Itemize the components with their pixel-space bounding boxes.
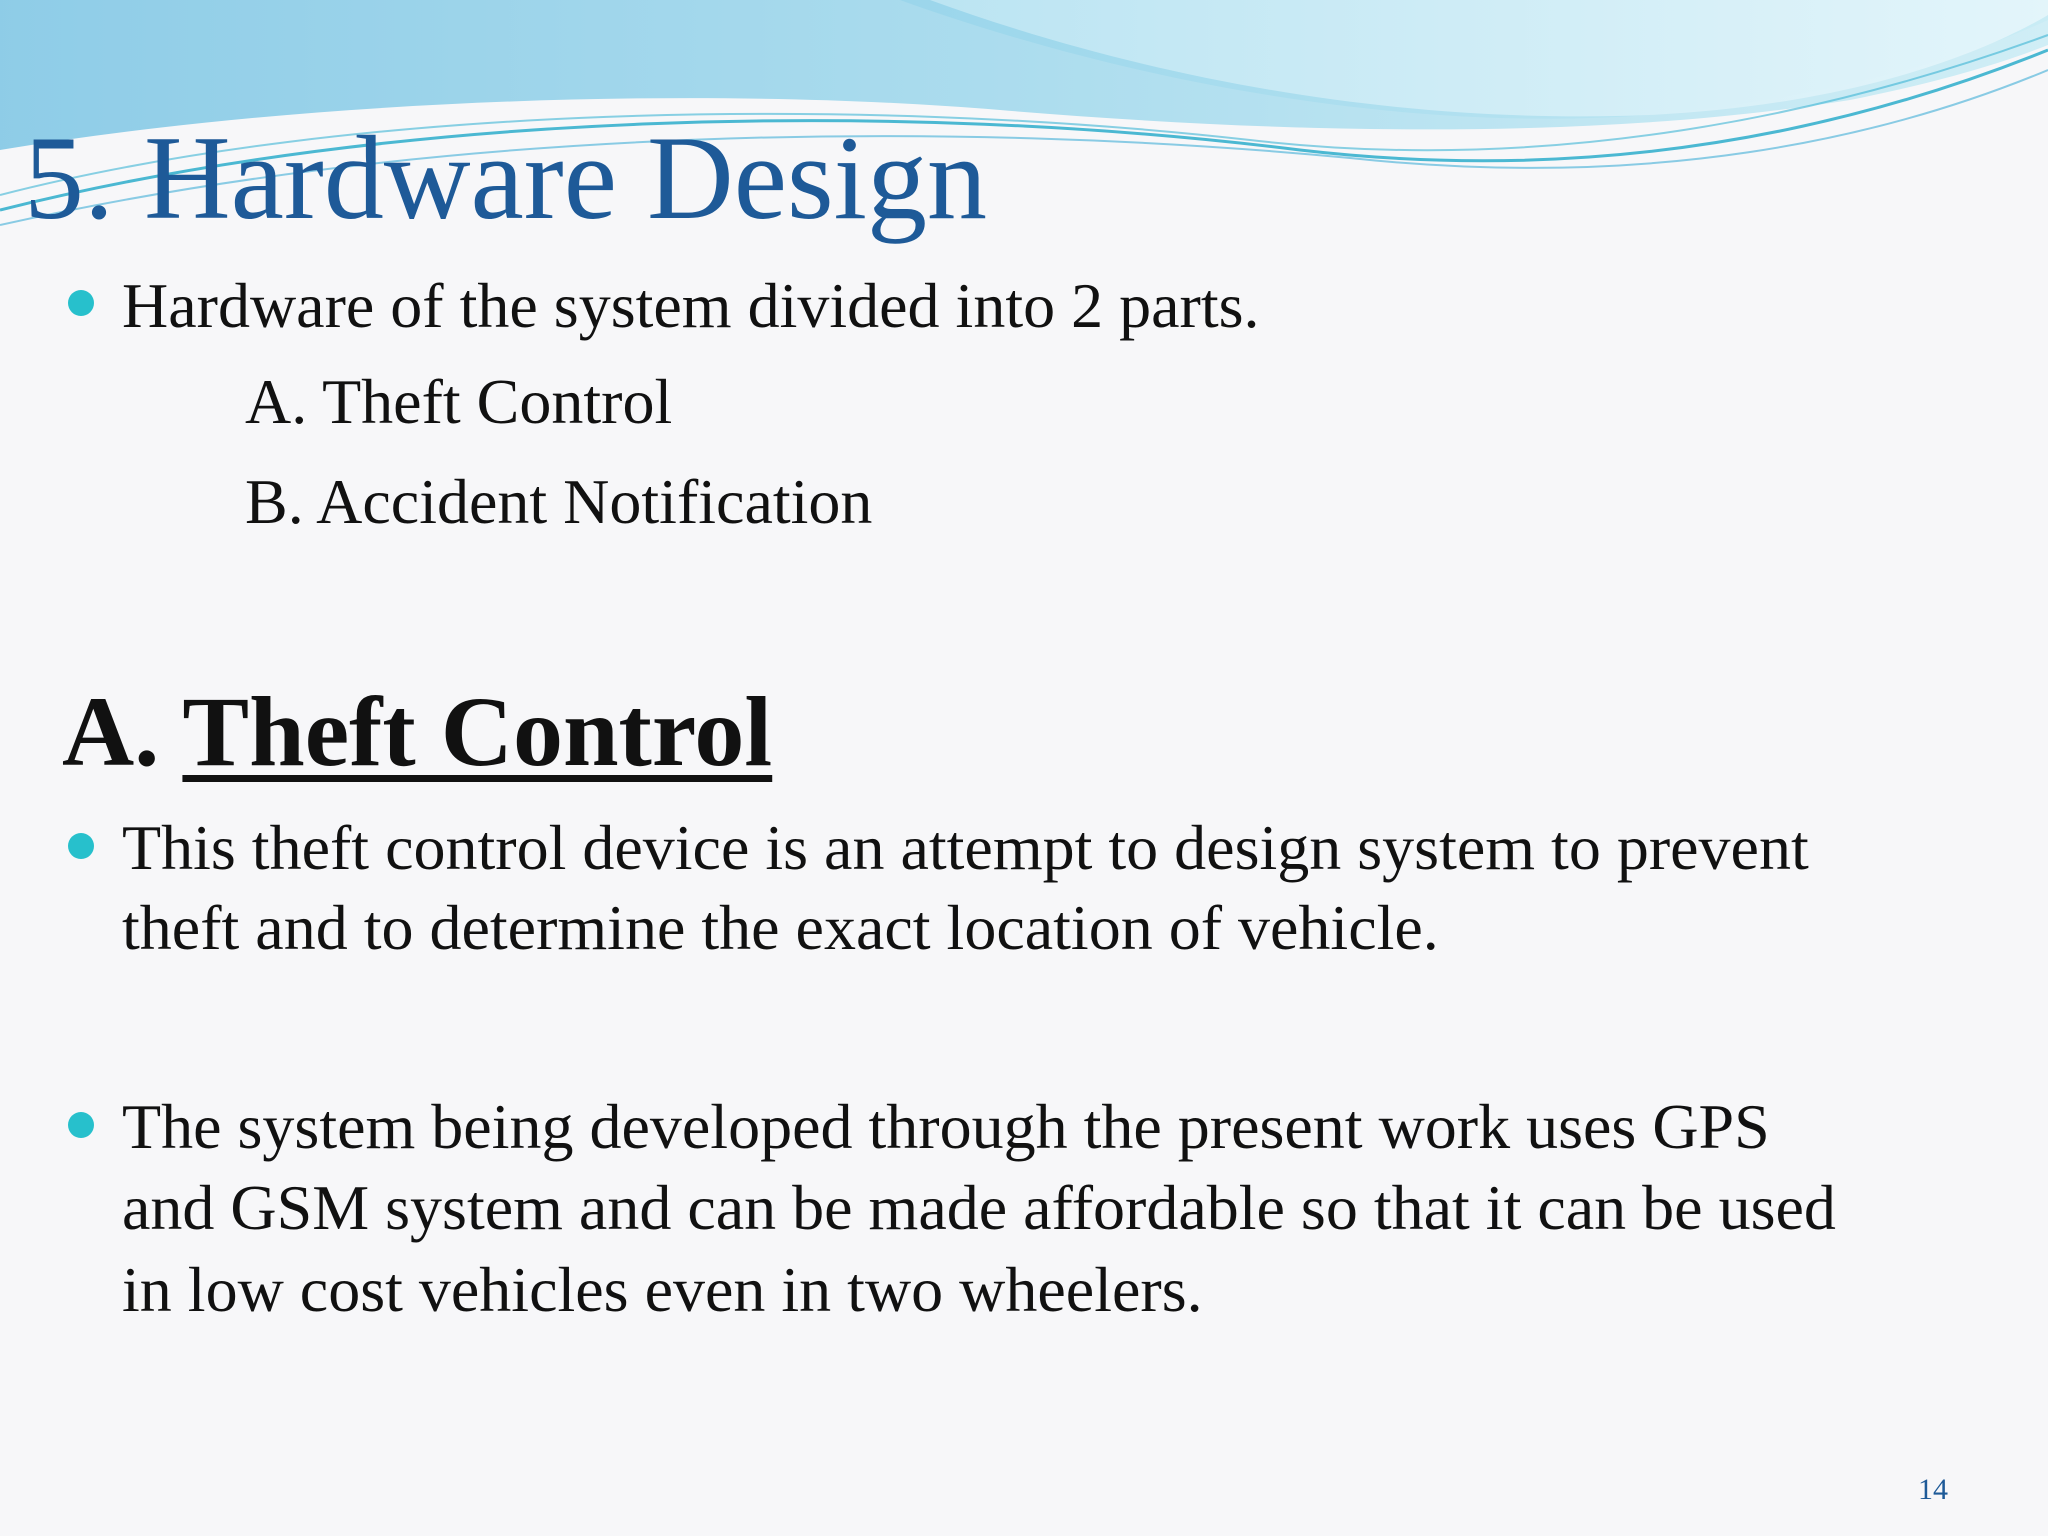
intro-bullet-text: Hardware of the system divided into 2 parts. bbox=[122, 270, 1260, 341]
page-number: 14 bbox=[1918, 1473, 1948, 1506]
section-heading bbox=[62, 672, 772, 792]
paragraph-line: in low cost vehicles even in two wheelers. bbox=[122, 1254, 1203, 1325]
slide-title: 5. Hardware Design bbox=[24, 111, 987, 244]
paragraph-line: theft and to determine the exact location of vehicle. bbox=[122, 892, 1439, 963]
bullet-dot bbox=[68, 1112, 94, 1138]
part-item: A. Theft Control bbox=[245, 366, 673, 437]
section-prefix: A. bbox=[62, 676, 183, 787]
section-heading-text: Theft Control bbox=[182, 676, 773, 787]
bullet-dot bbox=[68, 833, 94, 859]
part-item: B. Accident Notification bbox=[245, 466, 873, 537]
paragraph-line: The system being developed through the present work uses GPS bbox=[122, 1091, 1770, 1162]
bullet-dot bbox=[68, 290, 94, 316]
paragraph-line: and GSM system and can be made affordable so that it can be used bbox=[122, 1172, 1836, 1243]
paragraph-line: This theft control device is an attempt to design system to prevent bbox=[122, 812, 1809, 883]
